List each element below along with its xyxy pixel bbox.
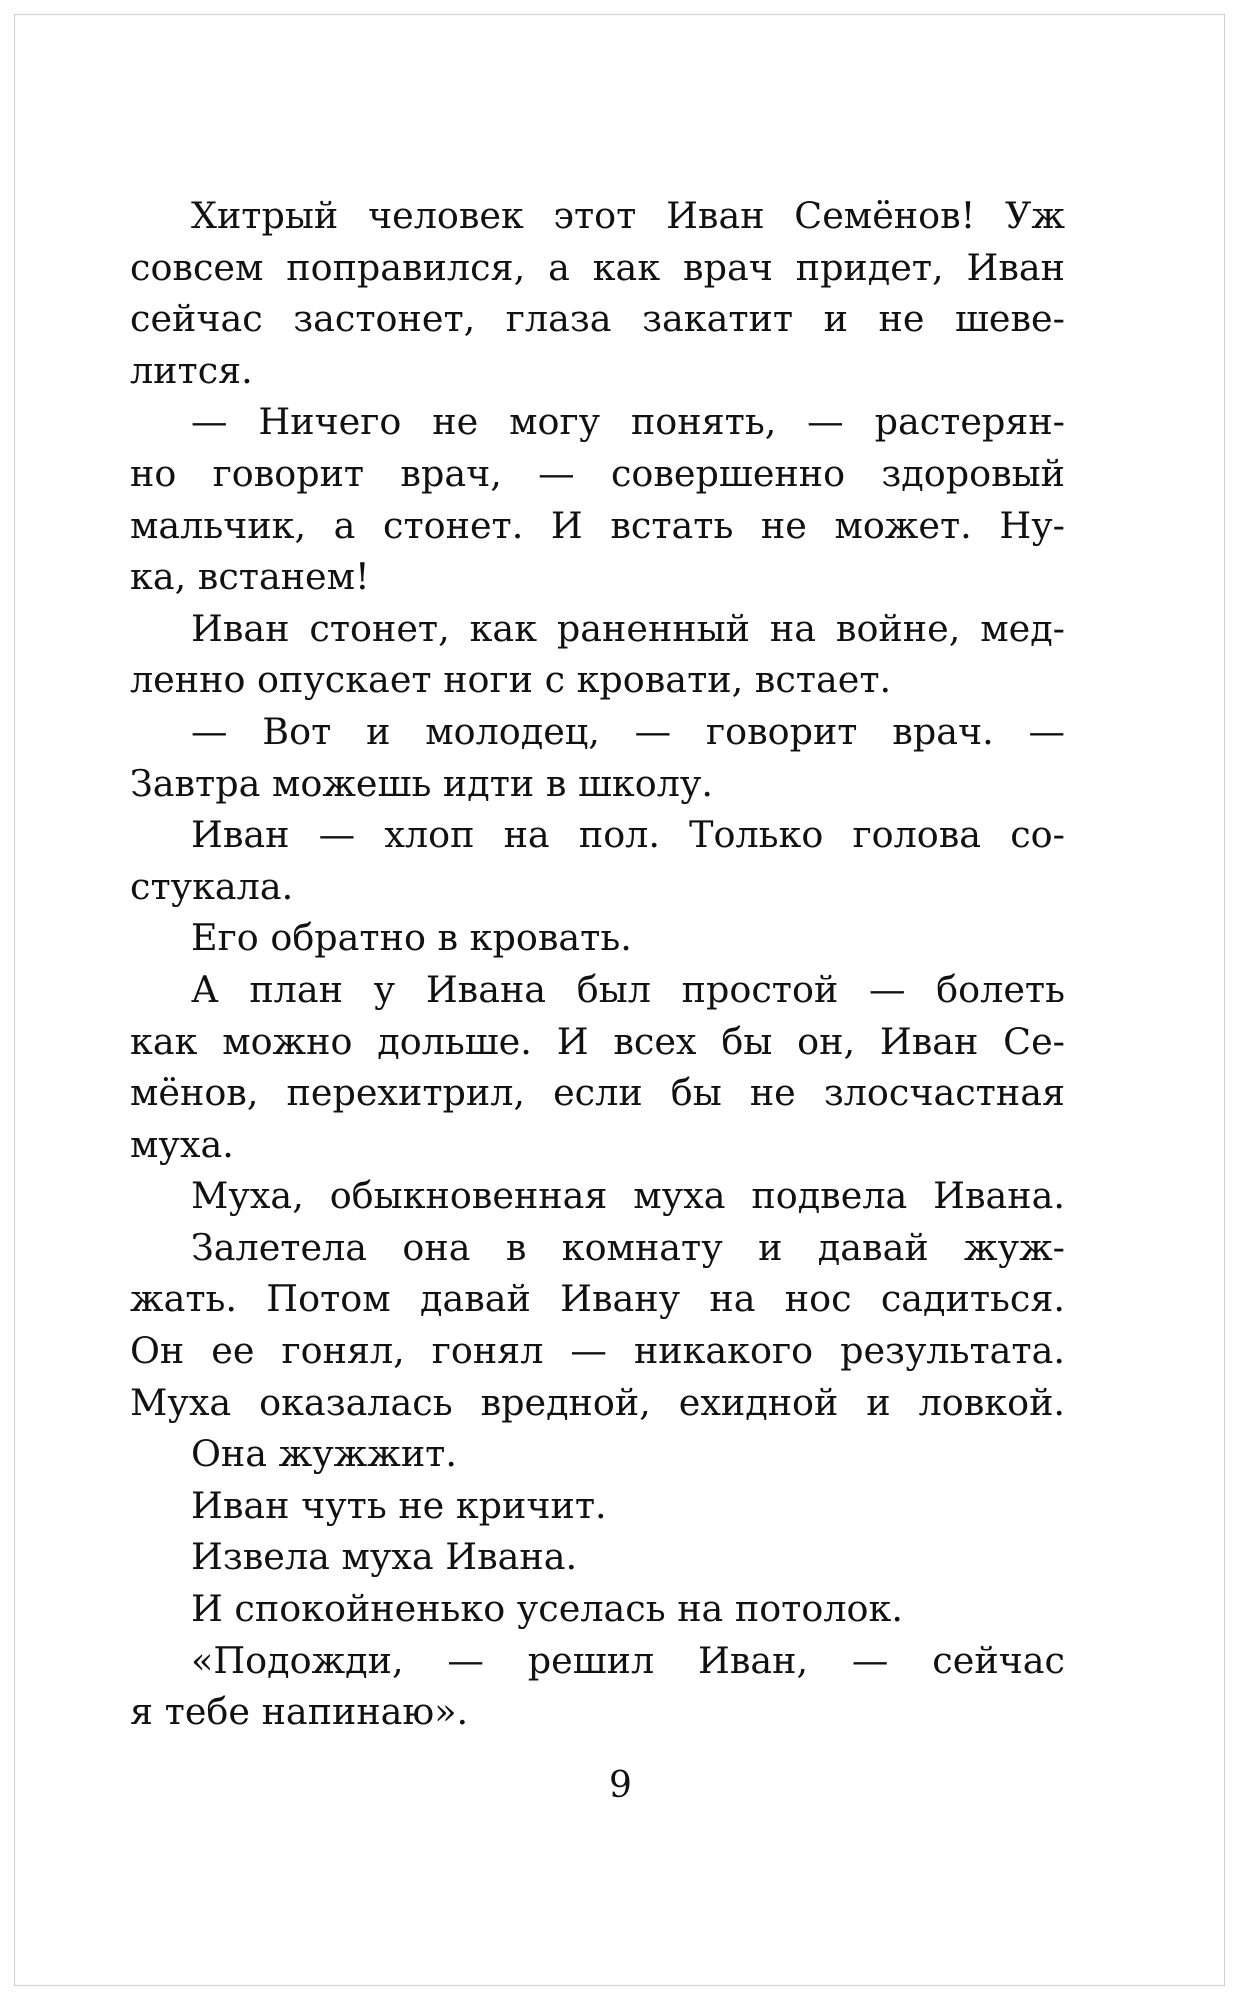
text-line: сейчас застонет, глаза закатит и не шеве- bbox=[130, 297, 1065, 341]
text-line: муха. bbox=[130, 1122, 234, 1166]
text-line: Извела муха Ивана. bbox=[191, 1535, 578, 1579]
text-line: стукала. bbox=[130, 864, 294, 908]
text-line: Иван стонет, как раненный на войне, мед- bbox=[191, 606, 1065, 650]
text-line: Муха оказалась вредной, ехидной и ловкой. bbox=[130, 1380, 1065, 1424]
text-line: мёнов, перехитрил, если бы не злосчастная bbox=[130, 1071, 1065, 1115]
text-line: Хитрый человек этот Иван Семёнов! Уж bbox=[191, 194, 1065, 237]
text-line: Он ее гонял, гонял — никакого результата. bbox=[130, 1329, 1065, 1373]
text-line: лится. bbox=[130, 348, 253, 392]
text-line: но говорит врач, — совершенно здоровый bbox=[130, 451, 1065, 495]
body-text bbox=[130, 190, 1065, 1738]
text-line: — Ничего не могу понять, — растерян- bbox=[191, 400, 1065, 444]
text-line: как можно дольше. И всех бы он, Иван Се- bbox=[130, 1019, 1065, 1063]
text-line: Иван чуть не кричит. bbox=[191, 1483, 607, 1527]
text-line: А план у Ивана был простой — болеть bbox=[191, 967, 1065, 1011]
text-line: Иван — хлоп на пол. Только голова со- bbox=[191, 813, 1065, 857]
text-line: Муха, обыкновенная муха подвела Ивана. bbox=[191, 1174, 1065, 1218]
text-line: я тебе напинаю». bbox=[130, 1690, 469, 1734]
text-line: Она жужжит. bbox=[191, 1432, 457, 1476]
text-line: Залетела она в комнату и давай жуж- bbox=[191, 1225, 1065, 1269]
text-line: Его обратно в кровать. bbox=[191, 916, 632, 960]
text-line: ка, встанем! bbox=[130, 555, 370, 599]
text-line: жать. Потом давай Ивану на нос садиться. bbox=[130, 1277, 1065, 1321]
text-line: совсем поправился, а как врач придет, Иван bbox=[130, 245, 1065, 289]
text-line: ленно опускает ноги с кровати, встает. bbox=[130, 658, 892, 702]
page-number: 9 bbox=[609, 1765, 632, 1806]
text-line: — Вот и молодец, — говорит врач. — bbox=[191, 709, 1065, 753]
text-line: мальчик, а стонет. И встать не может. Ну- bbox=[130, 503, 1065, 547]
text-line: И спокойненько уселась на потолок. bbox=[191, 1587, 903, 1631]
text-line: «Подожди, — решил Иван, — сейчас bbox=[191, 1638, 1065, 1682]
text-line: Завтра можешь идти в школу. bbox=[130, 761, 713, 805]
